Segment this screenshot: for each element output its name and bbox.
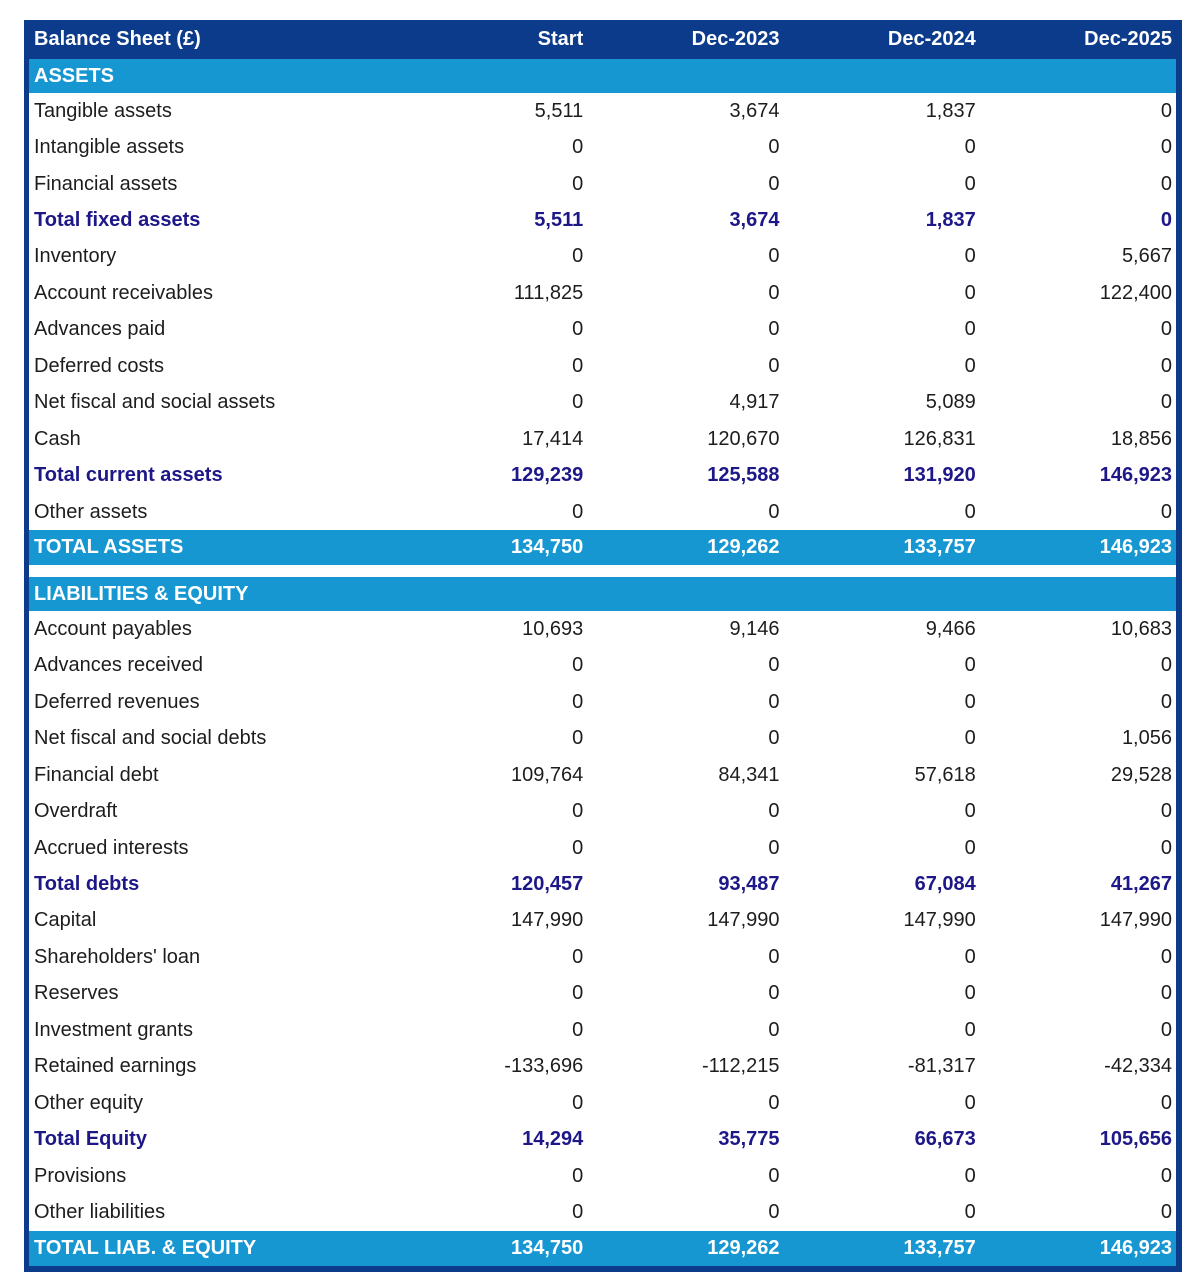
column-header-start: Start: [537, 28, 584, 50]
subtotal-row: [29, 202, 1176, 238]
row-label: Tangible assets: [34, 99, 172, 122]
row-value: 0: [1160, 209, 1172, 232]
grand-total-value: 134,750: [510, 1236, 584, 1259]
row-value: 3,674: [729, 99, 780, 122]
row-value: 5,511: [534, 99, 584, 122]
row-value: 0: [768, 1164, 780, 1187]
section-header: ASSETS: [29, 59, 1176, 93]
row-value: -81,317: [907, 1055, 976, 1078]
table-row: [29, 1012, 1176, 1048]
table-row: [29, 93, 1176, 129]
row-value: 1,056: [1121, 727, 1172, 750]
row-value: 0: [572, 1164, 584, 1187]
row-label: Advances paid: [34, 318, 166, 341]
table-row: [29, 1158, 1176, 1194]
row-value: 0: [572, 1091, 584, 1114]
row-value: 0: [1160, 1164, 1172, 1187]
table-header-row: [29, 20, 1176, 59]
row-label: Retained earnings: [34, 1055, 197, 1078]
grand-total-value: 133,757: [903, 536, 976, 559]
row-value: 0: [1160, 136, 1172, 159]
row-value: 0: [964, 281, 976, 304]
grand-total-row: [29, 530, 1176, 565]
subtotal-row: [29, 866, 1176, 902]
row-label: Deferred revenues: [34, 690, 200, 713]
section-spacer: [29, 565, 1176, 577]
row-value: 146,923: [1099, 464, 1172, 487]
row-value: 0: [1160, 500, 1172, 523]
table-row: [29, 166, 1176, 202]
table-row: [29, 1049, 1176, 1085]
row-value: 0: [768, 654, 780, 677]
row-value: 0: [768, 945, 780, 968]
row-value: -112,215: [702, 1055, 780, 1078]
table-row: [29, 793, 1176, 829]
row-value: -42,334: [1104, 1055, 1172, 1078]
row-value: 0: [768, 1018, 780, 1041]
row-label: Total debts: [34, 873, 140, 896]
row-value: 67,084: [914, 873, 976, 896]
row-label: Inventory: [34, 245, 117, 268]
row-value: 131,920: [903, 464, 976, 487]
row-value: 0: [964, 318, 976, 341]
row-value: 0: [572, 945, 584, 968]
balance-sheet-table: [24, 20, 1182, 1272]
table-title: Balance Sheet (£): [34, 28, 201, 50]
table-row: [29, 239, 1176, 275]
row-value: 147,990: [903, 909, 976, 932]
row-value: 0: [964, 654, 976, 677]
grand-total-row: [29, 1231, 1176, 1266]
row-value: 0: [572, 391, 584, 414]
row-value: 0: [1160, 99, 1172, 122]
table-row: [29, 648, 1176, 684]
row-label: Investment grants: [34, 1018, 193, 1041]
row-value: 66,673: [914, 1128, 976, 1151]
row-value: 122,400: [1099, 281, 1172, 304]
row-value: 0: [768, 982, 780, 1005]
row-value: 0: [572, 245, 584, 268]
row-value: 10,683: [1110, 617, 1172, 640]
row-value: 0: [572, 982, 584, 1005]
row-value: 1,837: [925, 209, 976, 232]
row-value: 0: [572, 172, 584, 195]
row-value: 0: [572, 1018, 584, 1041]
subtotal-row: [29, 457, 1176, 493]
row-label: Other equity: [34, 1091, 143, 1114]
grand-total-label: TOTAL ASSETS: [34, 536, 184, 559]
row-value: 0: [964, 727, 976, 750]
row-label: Intangible assets: [34, 136, 185, 159]
grand-total-label: TOTAL LIAB. & EQUITY: [34, 1236, 257, 1259]
table-row: [29, 830, 1176, 866]
row-value: 29,528: [1110, 763, 1172, 786]
row-label: Net fiscal and social debts: [34, 727, 267, 750]
row-label: Account payables: [34, 617, 192, 640]
row-label: Shareholders' loan: [34, 945, 201, 968]
row-value: 0: [768, 281, 780, 304]
row-value: 0: [1160, 391, 1172, 414]
row-value: 120,457: [510, 873, 584, 896]
row-value: 35,775: [718, 1128, 780, 1151]
row-value: 0: [964, 354, 976, 377]
row-value: 109,764: [510, 763, 584, 786]
row-value: 0: [768, 500, 780, 523]
row-label: Total fixed assets: [34, 209, 201, 232]
section-header: LIABILITIES & EQUITY: [29, 577, 1176, 611]
row-value: 0: [964, 500, 976, 523]
column-header-dec2023: Dec-2023: [691, 28, 780, 50]
row-label: Total Equity: [34, 1128, 147, 1151]
row-value: 3,674: [729, 209, 780, 232]
row-value: 0: [1160, 1200, 1172, 1223]
row-label: Financial debt: [34, 763, 159, 786]
row-value: 0: [964, 1018, 976, 1041]
row-value: 147,990: [707, 909, 780, 932]
row-value: 57,618: [914, 763, 976, 786]
table-row: [29, 494, 1176, 530]
table-row: [29, 129, 1176, 165]
table-row: [29, 757, 1176, 793]
table-row: [29, 684, 1176, 720]
row-value: 0: [964, 136, 976, 159]
row-label: Financial assets: [34, 172, 178, 195]
row-value: 0: [572, 354, 584, 377]
row-value: 84,341: [718, 763, 780, 786]
row-value: 18,856: [1110, 427, 1172, 450]
table-row: [29, 939, 1176, 975]
row-value: 0: [1160, 1018, 1172, 1041]
row-value: 0: [964, 690, 976, 713]
row-value: 0: [768, 800, 780, 823]
row-label: Provisions: [34, 1164, 127, 1187]
row-value: 147,990: [1099, 909, 1172, 932]
row-value: 0: [964, 245, 976, 268]
row-label: Account receivables: [34, 281, 213, 304]
row-value: 0: [964, 800, 976, 823]
row-label: Overdraft: [34, 800, 118, 823]
row-value: 5,667: [1121, 245, 1172, 268]
row-label: Net fiscal and social assets: [34, 391, 276, 414]
row-value: 0: [572, 690, 584, 713]
row-value: 0: [572, 800, 584, 823]
grand-total-value: 134,750: [510, 536, 584, 559]
row-value: 111,825: [513, 281, 584, 304]
row-value: 0: [964, 982, 976, 1005]
grand-total-value: 146,923: [1099, 536, 1172, 559]
subtotal-row: [29, 1121, 1176, 1157]
row-value: 105,656: [1099, 1128, 1172, 1151]
row-value: 9,146: [729, 617, 780, 640]
row-value: 0: [572, 136, 584, 159]
row-label: Cash: [34, 427, 81, 450]
row-value: -133,696: [504, 1055, 584, 1078]
row-value: 0: [572, 500, 584, 523]
table-row: [29, 312, 1176, 348]
row-value: 0: [572, 727, 584, 750]
row-value: 129,239: [510, 464, 584, 487]
row-value: 0: [964, 172, 976, 195]
table-row: [29, 1194, 1176, 1230]
table-body: [29, 59, 1176, 1266]
grand-total-value: 129,262: [707, 536, 780, 559]
table-row: [29, 903, 1176, 939]
row-value: 0: [1160, 1091, 1172, 1114]
column-header-dec2025: Dec-2025: [1084, 28, 1172, 50]
row-value: 0: [1160, 982, 1172, 1005]
table-row: [29, 1085, 1176, 1121]
row-value: 93,487: [718, 873, 780, 896]
row-value: 0: [964, 1091, 976, 1114]
row-value: 0: [768, 690, 780, 713]
row-value: 0: [572, 654, 584, 677]
row-label: Advances received: [34, 654, 203, 677]
row-value: 0: [1160, 318, 1172, 341]
row-value: 0: [964, 836, 976, 859]
row-value: 14,294: [522, 1128, 584, 1151]
row-value: 9,466: [925, 617, 976, 640]
row-value: 0: [768, 836, 780, 859]
row-value: 10,693: [522, 617, 584, 640]
row-label: Total current assets: [34, 464, 223, 487]
row-label: Other liabilities: [34, 1200, 166, 1223]
row-value: 0: [768, 1200, 780, 1223]
row-value: 5,089: [925, 391, 976, 414]
table-row: [29, 348, 1176, 384]
row-value: 0: [1160, 690, 1172, 713]
row-value: 0: [768, 136, 780, 159]
row-value: 41,267: [1110, 873, 1172, 896]
grand-total-value: 129,262: [707, 1236, 780, 1259]
row-value: 0: [572, 1200, 584, 1223]
row-value: 4,917: [729, 391, 780, 414]
row-value: 5,511: [534, 209, 584, 232]
row-value: 0: [964, 1164, 976, 1187]
row-value: 0: [768, 172, 780, 195]
grand-total-value: 146,923: [1099, 1236, 1172, 1259]
row-value: 120,670: [707, 427, 780, 450]
row-label: Reserves: [34, 982, 119, 1005]
row-value: 125,588: [707, 464, 780, 487]
row-value: 0: [768, 318, 780, 341]
row-value: 0: [768, 245, 780, 268]
table-row: [29, 721, 1176, 757]
table-row: [29, 421, 1176, 457]
row-label: Capital: [34, 909, 97, 932]
row-value: 0: [964, 1200, 976, 1223]
row-value: 0: [1160, 354, 1172, 377]
row-value: 0: [964, 945, 976, 968]
row-value: 0: [1160, 800, 1172, 823]
grand-total-value: 133,757: [903, 1236, 976, 1259]
column-header-dec2024: Dec-2024: [887, 28, 976, 50]
table-row: [29, 275, 1176, 311]
row-label: Accrued interests: [34, 836, 189, 859]
table-row: [29, 976, 1176, 1012]
row-value: 0: [572, 318, 584, 341]
row-label: Other assets: [34, 500, 148, 523]
row-value: 0: [768, 1091, 780, 1114]
row-value: 0: [768, 727, 780, 750]
row-label: Deferred costs: [34, 354, 165, 377]
table-row: [29, 385, 1176, 421]
row-value: 0: [1160, 945, 1172, 968]
row-value: 0: [768, 354, 780, 377]
row-value: 0: [1160, 654, 1172, 677]
row-value: 126,831: [903, 427, 976, 450]
row-value: 0: [572, 836, 584, 859]
row-value: 147,990: [510, 909, 584, 932]
row-value: 0: [1160, 836, 1172, 859]
row-value: 0: [1160, 172, 1172, 195]
row-value: 17,414: [522, 427, 584, 450]
row-value: 1,837: [925, 99, 976, 122]
table-row: [29, 611, 1176, 647]
